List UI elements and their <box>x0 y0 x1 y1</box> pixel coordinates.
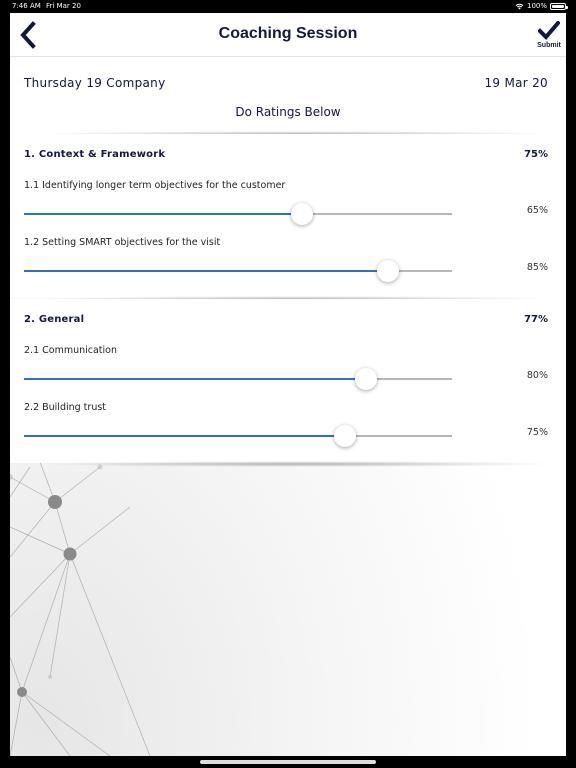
session-date: 19 Mar 20 <box>484 76 548 90</box>
rating-section <box>10 134 566 298</box>
wifi-icon <box>515 3 524 10</box>
slider-thumb[interactable] <box>334 425 356 447</box>
status-right <box>515 0 566 13</box>
section-title: 2. General <box>24 314 85 325</box>
app-screen <box>10 13 566 756</box>
slider-fill <box>24 270 388 272</box>
session-header <box>10 57 566 133</box>
nav-bar <box>10 13 566 57</box>
ratings-instructions: Do Ratings Below <box>235 105 341 119</box>
status-time: 7:46 AM <box>12 2 41 10</box>
rating-item-label: 2.1 Communication <box>24 345 118 356</box>
rating-item-label: 1.1 Identifying longer term objectives for the customer <box>24 180 286 191</box>
slider-thumb[interactable] <box>291 203 313 225</box>
rating-slider[interactable] <box>24 202 452 226</box>
page-title: Coaching Session <box>218 25 358 42</box>
section-title: 1. Context & Framework <box>24 149 166 160</box>
submit-button[interactable] <box>534 21 564 53</box>
rating-slider[interactable] <box>24 259 452 283</box>
slider-fill <box>24 378 366 380</box>
rating-slider[interactable] <box>24 367 452 391</box>
section-divider <box>40 461 556 467</box>
battery-percent: 100% <box>526 2 547 10</box>
rating-value: 85% <box>526 262 548 273</box>
slider-fill <box>24 213 302 215</box>
rating-value: 75% <box>526 427 548 438</box>
rating-item-label: 2.2 Building trust <box>24 402 107 413</box>
rating-value: 80% <box>526 370 548 381</box>
section-score: 77% <box>524 314 548 325</box>
rating-item-label: 1.2 Setting SMART objectives for the visit <box>24 237 221 248</box>
slider-thumb[interactable] <box>377 260 399 282</box>
battery-icon <box>550 3 566 10</box>
rating-section <box>10 299 566 463</box>
checkmark-icon <box>538 21 560 41</box>
slider-thumb[interactable] <box>355 368 377 390</box>
status-bar <box>0 0 576 13</box>
rating-value: 65% <box>526 205 548 216</box>
home-indicator[interactable] <box>200 760 376 764</box>
submit-label: Submit <box>537 42 561 49</box>
section-score: 75% <box>524 149 548 160</box>
slider-fill <box>24 435 345 437</box>
company-name: Thursday 19 Company <box>24 76 166 90</box>
status-date: Fri Mar 20 <box>46 2 81 10</box>
rating-slider[interactable] <box>24 424 452 448</box>
